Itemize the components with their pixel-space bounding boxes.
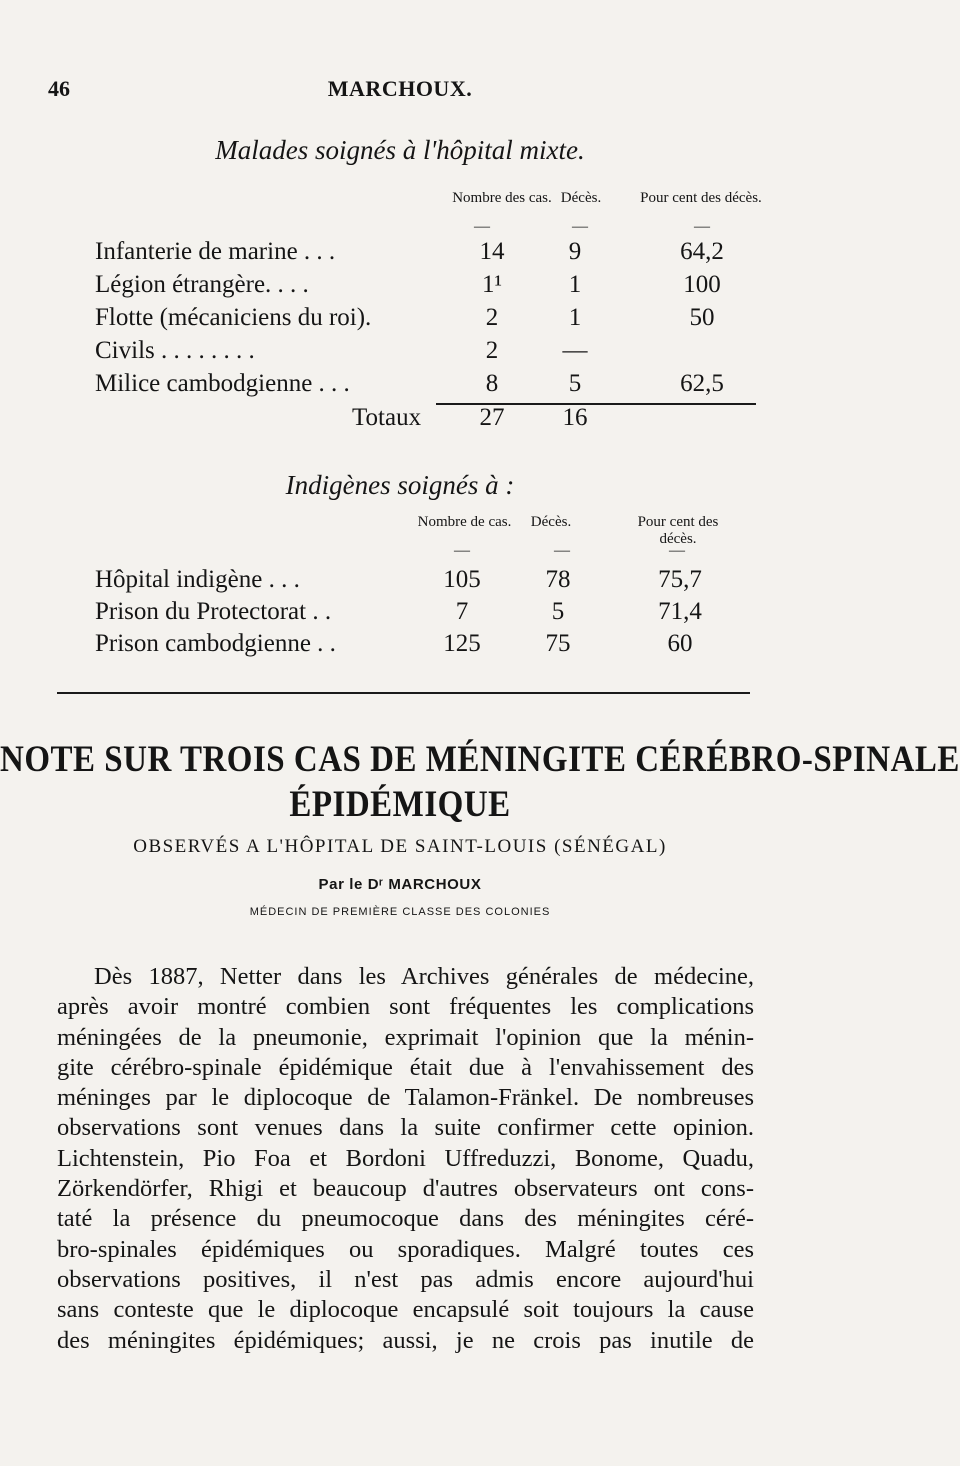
body-line: observations sont venues dans la suite confirmer cette opinion. — [57, 1114, 754, 1142]
article-observed: OBSERVÉS A L'HÔPITAL DE SAINT-LOUIS (SÉNÉGAL) — [133, 836, 667, 857]
table1-dash: — — [572, 218, 588, 235]
article-author-rank: MÉDECIN DE PREMIÈRE CLASSE DES COLONIES — [249, 906, 551, 918]
body-line: sans conteste que le diplocoque encapsulé soit toujours la cause — [57, 1296, 754, 1324]
table2-cell-percent: 75,7 — [658, 566, 702, 593]
table2-dash: — — [669, 542, 685, 559]
table2-dash: — — [454, 542, 470, 559]
page-number: 46 — [48, 76, 70, 101]
table2-cell-deaths: 75 — [545, 630, 571, 657]
body-line: observations positives, il n'est pas admis encore aujourd'hui — [57, 1265, 754, 1293]
table2-cell-cases: 7 — [455, 598, 469, 625]
table1-cell-cases: 2 — [485, 304, 499, 331]
body-line: gite cérébro-spinale épidémique était due à l'envahissement des — [57, 1053, 754, 1081]
table2-col-cases: Nombre de cas. — [417, 514, 512, 530]
body-line: après avoir montré combien sont fréquentes les complications — [57, 993, 754, 1021]
table1-cell-deaths: 1 — [568, 304, 582, 331]
table1-totals-cases: 27 — [479, 404, 505, 431]
table1-cell-deaths: 1 — [568, 271, 582, 298]
body-line: méninges par le diplocoque de Talamon-Fränkel. De nombreuses — [57, 1084, 754, 1112]
table1-row-label: Légion étrangère. . . . — [95, 271, 309, 298]
table2-col-deaths: Décès. — [530, 514, 572, 530]
table2-cell-deaths: 78 — [545, 566, 571, 593]
body-line: des méningites épidémiques; aussi, je ne crois pas inutile de — [57, 1326, 754, 1354]
table1-row-label: Civils . . . . . . . . — [95, 337, 255, 364]
table1-cell-deaths: — — [562, 337, 588, 364]
table1-col-deaths: Décès. — [560, 190, 602, 206]
table1-row-label: Infanterie de marine . . . — [95, 238, 336, 265]
table1-cell-cases: 2 — [485, 337, 499, 364]
article-title-line1: NOTE SUR TROIS CAS DE MÉNINGITE CÉRÉBRO-SPINALE — [0, 739, 960, 781]
table2-col-percent: Pour cent des décès. — [637, 514, 719, 547]
article-body — [57, 962, 754, 1356]
table2-row-label: Prison du Protectorat . . — [95, 598, 332, 625]
body-line: méningées de la pneumonie, exprimait l'opinion que la ménin- — [57, 1023, 754, 1051]
table2-cell-cases: 105 — [443, 566, 481, 593]
table1-cell-percent: 100 — [683, 271, 721, 298]
table1-cell-percent: 62,5 — [680, 370, 724, 397]
table1-cell-percent: 50 — [689, 304, 715, 331]
table1-cell-cases: 1¹ — [482, 271, 502, 298]
body-line: Zörkendörfer, Rhigi et beaucoup d'autres observateurs ont cons- — [57, 1175, 754, 1203]
table1-col-percent: Pour cent des décès. — [640, 190, 762, 206]
table2-cell-percent: 71,4 — [658, 598, 702, 625]
table1-cell-percent: 64,2 — [680, 238, 724, 265]
article-author: Par le Dʳ MARCHOUX — [318, 876, 482, 893]
running-head: MARCHOUX. — [327, 76, 473, 101]
table2-dash: — — [554, 542, 570, 559]
body-line: bro-spinales épidémiques ou sporadiques. Malgré toutes ces — [57, 1235, 754, 1263]
table2-title: Indigènes soignés à : — [285, 470, 515, 500]
table1-cell-deaths: 5 — [568, 370, 582, 397]
table1-title: Malades soignés à l'hôpital mixte. — [215, 135, 585, 165]
table1-cell-cases: 8 — [485, 370, 499, 397]
table2-cell-deaths: 5 — [551, 598, 565, 625]
article-title-line2: ÉPIDÉMIQUE — [289, 784, 511, 826]
table1-totals-label: Totaux — [352, 404, 422, 431]
table1-cell-cases: 14 — [479, 238, 505, 265]
table1-row-label: Flotte (mécaniciens du roi). — [95, 304, 372, 331]
table1-totals-deaths: 16 — [562, 404, 588, 431]
table2-cell-cases: 125 — [443, 630, 481, 657]
section-separator — [57, 692, 750, 694]
body-line: taté la présence du pneumocoque dans des méningites céré- — [57, 1205, 754, 1233]
body-line: Dès 1887, Netter dans les Archives générales de médecine, — [94, 963, 754, 990]
table2-cell-percent: 60 — [667, 630, 693, 657]
table1-dash: — — [474, 218, 490, 235]
table1-cell-deaths: 9 — [568, 238, 582, 265]
table2-row-label: Hôpital indigène . . . — [95, 566, 300, 593]
table1-col-cases: Nombre des cas. — [452, 190, 552, 206]
body-line: Lichtenstein, Pio Foa et Bordoni Uffreduzzi, Bonome, Quadu, — [57, 1144, 754, 1172]
table1-dash: — — [694, 218, 710, 235]
table1-row-label: Milice cambodgienne . . . — [95, 370, 350, 397]
table2-row-label: Prison cambodgienne . . — [95, 630, 336, 657]
